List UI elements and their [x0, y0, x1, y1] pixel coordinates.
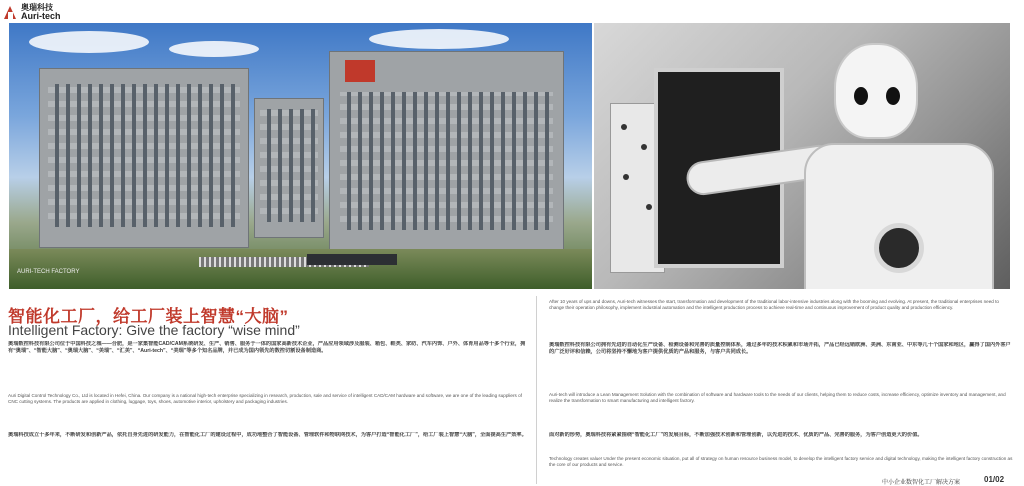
page-title-cn: 智能化工厂，给工厂装上智慧“大脑”: [8, 307, 289, 326]
building-logo: [345, 60, 375, 82]
robot-chest-core: [874, 223, 924, 273]
factory-photo: [9, 23, 592, 289]
left-paragraph-1-en: Auri Digital Control Technology Co., Ltd is located in Hefei, China. Our company is a national high-tech enterprise specializing in research, production, sale and service of intelligent CAD/CAM hardware and software, we are one of the leading suppliers of CNC cutting systems. The products are applied in clothing, luggage, toys, shoes, automotive interior, upholstery and packaging industries.: [8, 393, 522, 405]
green-belt: [9, 249, 592, 289]
right-paragraph-3-en: Auri-tech will introduce a Lean Management Solution with the combination of software and hardware tools to the needs of our clients, helping them to reduce costs, increase efficiency, optimize inventory and management, and realize the transformation to smart manufacturing and intelligent factory.: [549, 392, 1006, 404]
robot-photo: [594, 23, 1010, 289]
logo-en: Auri-tech: [21, 11, 61, 21]
column-divider: [536, 296, 537, 484]
left-paragraph-2-cn: 奥瑞科技成立十多年来，不断研发和创新产品，依托自身先进的研发能力，在智能化工厂的建设过程中，成功地整合了智能设备、管理软件和物联网技术，为客户打造“智能化工厂”，给工厂装上智慧“大脑”，全面提高生产效率。: [8, 432, 527, 438]
right-paragraph-1-en: After 10 years of ups and downs, Auri-tech witnesses the start, transformation and development of the traditional labor-intensive industries along with the booming and evolving. At present, the traditional enterprises need to change their operation philosophy, implement industrial automation and the intelligent production process to achieve real-time and continuous improvement of product quality and production efficiency.: [549, 299, 999, 311]
page-number: 01/02: [984, 475, 1005, 484]
factory-building-right: [329, 51, 564, 251]
brand-logo: [4, 3, 61, 21]
factory-building-left: [39, 68, 249, 248]
logo-text: [21, 3, 61, 21]
cloud: [29, 31, 149, 53]
footer-note: 中小企业数智化工厂解决方案: [882, 480, 961, 486]
right-paragraph-2-cn: 奥瑞数控科技有限公司拥有先进的自动化生产设备、检测设备和完善的质量控制体系，通过多年的技术积累和市场开拓，产品已经远销欧洲、美洲、东南亚、中东等几十个国家和地区，赢得了国内外客户的广泛好评和信赖，公司将坚持不懈地为客户提供优质的产品和服务，与客户共同成长。: [549, 342, 1011, 356]
cloud: [369, 29, 509, 49]
right-paragraph-5-en: Technology creates value! Under the present economic situation, put all of strategy on human resource business model, to develop the intelligent factory service and digital technology, making the intelligent factory construction as the core of our products and service.: [549, 456, 1013, 468]
page-title-en: Intelligent Factory: Give the factory “wise mind”: [8, 322, 300, 338]
left-paragraph-1-cn: 奥瑞数控科技有限公司位于中国科技之城——合肥，是一家集智能CAD/CAM系统研发、生产、销售、服务于一体的国家高新技术企业，产品应用领域涉及服装、箱包、鞋类、家纺、汽车内饰、户外、体育用品等十多个行业，拥有“奥瑞”、“智能大脑”、“奥瑞大脑”、“美瑞”、“汇美”、“Auri-tech”、“美瑞”等多个知名品牌，并已成为国内领先的数控切割设备制造商。: [8, 341, 526, 355]
cloud: [169, 41, 259, 57]
auri-logo-icon: [4, 6, 17, 19]
factory-building-mid: [254, 98, 324, 238]
logo-cn: 奥瑞科技: [21, 3, 53, 12]
robot-head: [834, 43, 918, 139]
robot-eye-icon: [886, 87, 900, 105]
factory-sign: [307, 254, 397, 265]
right-paragraph-4-cn: 面对新的形势，奥瑞科技将紧紧围绕“智能化工厂”的发展目标，不断加强技术创新和管理创新，以先进的技术、优质的产品、完善的服务，为客户创造更大的价值。: [549, 432, 923, 438]
robot-eye-icon: [854, 87, 868, 105]
photo-caption: AURI-TECH FACTORY: [17, 269, 80, 275]
